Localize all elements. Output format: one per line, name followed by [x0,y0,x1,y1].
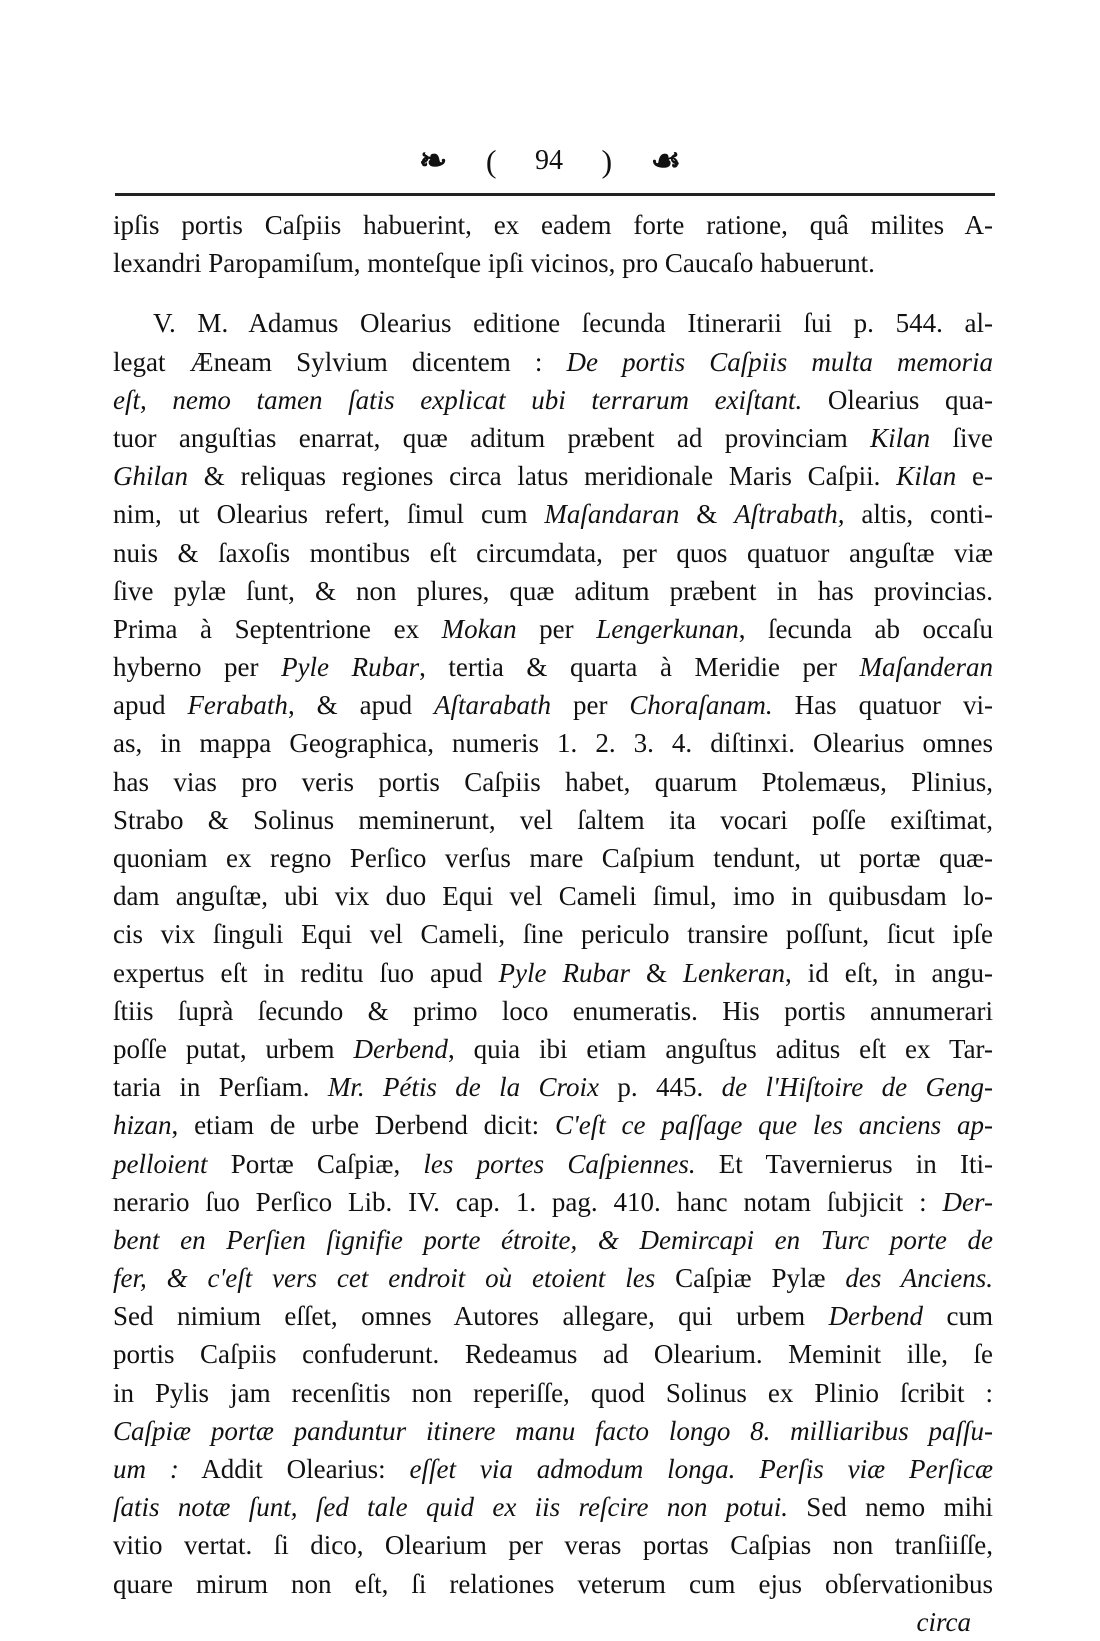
text-run: per [551,690,630,721]
text-line [113,1526,993,1564]
text-run: & [629,957,683,988]
text-run: legat Æneam Sylvium dicentem : [113,346,567,377]
italic-run: pelloient [113,1148,208,1179]
page-number: 94 [535,145,563,177]
text-run: quare mirum non eſt, ſi relationes veterum cum ejus obſervationibus [113,1568,993,1599]
text-run: Has quatuor vi- [772,690,993,721]
text-line [113,915,993,953]
italic-run: Derbend [353,1033,448,1064]
text-line [113,763,993,801]
text-run: portis Caſpiis confuderunt. Redeamus ad Olearium. Meminit ille, ſe [113,1339,993,1370]
text-run: & [679,499,735,530]
italic-run: Lengerkunan [596,613,739,644]
text-run: V. M. Adamus Olearius editione ſecunda Itinerarii ſui p. 544. al- [153,308,993,339]
text-run: vitio vertat. ſi dico, Olearium per veras portas Caſpias non tranſiiſſe, [113,1530,993,1561]
italic-run: Maſanderan [859,652,994,683]
text-run: per [516,613,597,644]
italic-run: Mr. Pétis de la Croix [327,1072,600,1103]
text-line [113,1259,993,1297]
text-run: Portæ Caſpiæ, [207,1148,424,1179]
header-rule [115,193,995,196]
text-line [113,495,993,533]
text-line [113,572,993,610]
text-run: hyberno per [113,652,282,683]
text-run: apud [113,690,188,721]
text-line [113,1106,993,1144]
text-run: Caſpiæ Pylæ [655,1263,846,1294]
text-run: , id eſt, in angu- [784,957,993,988]
paragraph-gap [113,282,993,304]
italic-run: Kilan [870,422,931,453]
text-run: has vias pro veris portis Caſpiis habet, quarum Ptolemæus, Plinius, [113,766,993,797]
text-run: Olearius qua- [802,384,993,415]
text-line [113,1068,993,1106]
text-line [113,534,993,572]
text-line [113,1335,993,1373]
text-line [113,1412,993,1450]
italic-run: um : [113,1454,179,1484]
text-run: ipſis portis Caſpiis habuerint, ex eadem forte ratione, quâ milites A- [113,210,993,240]
text-run: expertus eſt in reditu ſuo apud [113,957,499,988]
text-run: taria in Perſiam. [113,1072,328,1103]
left-ornament-icon: ❧ [418,143,448,181]
text-run: , etiam de urbe Derbend dicit: [171,1110,555,1141]
text-line [113,686,993,724]
italic-run: Derbend [828,1301,924,1332]
text-line [113,206,993,244]
text-line [113,610,993,648]
italic-run: bent en Perſien ſignifie porte étroite, & Demircapi en Turc porte de [113,1224,993,1255]
italic-run: eſt, nemo tamen ſatis explicat ubi terrarum exiſtant. [113,384,803,415]
italic-run: des Anciens. [845,1263,994,1294]
italic-run: hizan [113,1110,172,1141]
italic-run: Ghilan [113,461,189,492]
text-line [113,1183,993,1221]
running-header [0,140,1100,190]
italic-run: Pyle Rubar [281,652,420,683]
text-line [113,457,993,495]
paren-close: ) [601,142,613,179]
text-run: p. 445. [599,1072,722,1103]
text-line [113,304,993,342]
text-line [113,1297,993,1335]
text-line [113,343,993,381]
italic-run: De portis Caſpiis multa memoria [566,346,993,377]
italic-run: Der- [942,1186,993,1217]
italic-run: les portes Caſpiennes. [423,1148,696,1179]
italic-run: Caſpiæ portæ panduntur itinere manu facto longo 8. milliaribus paſſu- [113,1415,993,1446]
text-run: cum [923,1301,993,1332]
text-run: nuis & ſaxoſis montibus eſt circumdata, per quos quatuor anguſtæ viæ [113,537,993,568]
text-run: lexandri Paropamiſum, monteſque ipſi vicinos, pro Caucaſo habuerunt. [113,248,875,279]
text-run: dam anguſtæ, ubi vix duo Equi vel Cameli ſimul, imo in quibusdam lo- [113,881,993,912]
text-line [113,1374,993,1412]
text-line [113,839,993,877]
text-run: Et Tavernierus in Iti- [695,1148,994,1179]
italic-run: Maſandaran [544,499,680,530]
text-line [113,244,993,282]
body-text [113,206,993,1641]
paren-open: ( [485,142,497,179]
text-run: e- [956,461,993,492]
text-line [113,1450,993,1488]
text-run: , ſecunda ab occaſu [738,613,993,644]
italic-run: Lenkeran [683,957,785,988]
italic-run: ſatis notæ ſunt, ſed tale quid ex iis reſcire non potui. [113,1492,788,1523]
text-line [113,1145,993,1183]
text-run: , tertia & quarta à Meridie per [419,652,860,683]
text-run: cis vix ſinguli Equi vel Cameli, ſine periculo transire poſſunt, ſicut ipſe [113,919,993,950]
italic-run: de l'Hiſtoire de Geng- [721,1072,993,1103]
text-run: Prima à Septentrione ex [113,613,442,644]
text-run: Sed nemo mihi [787,1492,993,1523]
text-run: Strabo & Solinus meminerunt, vel ſaltem ita vocari poſſe exiſtimat, [113,804,993,835]
italic-run: Choraſanam. [629,690,773,721]
text-run: tuor anguſtias enarrat, quæ aditum præbent ad provinciam [113,422,871,453]
text-run: , quia ibi etiam anguſtus aditus eſt ex Tar- [447,1033,993,1064]
text-line [113,1221,993,1259]
text-line [113,801,993,839]
text-run: altis, conti- [844,499,993,530]
text-line [113,877,993,915]
italic-run: Aſtrabath, [734,499,845,530]
text-run: quoniam ex regno Perſico verſus mare Caſpium tendunt, ut portæ quæ- [113,843,993,873]
text-run: ſive pylæ ſunt, & non plures, quæ aditum præbent in has provincias. [113,575,993,606]
text-line [113,1565,993,1603]
italic-run: Ferabath [187,690,288,721]
text-run: Sed nimium eſſet, omnes Autores allegare, qui urbem [113,1301,829,1332]
italic-run: eſſet via admodum longa. Perſis viæ Perſicæ [409,1454,993,1484]
text-line [113,954,993,992]
italic-run: Pyle Rubar [498,957,630,988]
text-run: nim, ut Olearius refert, ſimul cum [113,499,545,530]
italic-run: C'eſt ce paſſage que les anciens ap- [554,1110,993,1141]
text-line [113,1488,993,1526]
text-run: Addit Olearius: [178,1454,410,1484]
text-line [113,992,993,1030]
text-run: ſtiis ſuprà ſecundo & primo loco enumeratis. His portis annumerari [113,995,993,1026]
italic-run: Aſtarabath [434,690,552,721]
italic-run: Mokan [441,613,517,644]
text-run: in Pylis jam recenſitis non reperiſſe, quod Solinus ex Plinio ſcribit : [113,1377,993,1408]
text-line [113,1030,993,1068]
text-line [113,724,993,762]
text-run: , & apud [287,690,435,721]
catchword: circa [916,1606,971,1637]
text-line [113,419,993,457]
text-run: & reliquas regiones circa latus meridionale Maris Caſpii. [188,461,897,492]
text-line [113,648,993,686]
italic-run: Kilan [896,461,957,492]
text-run: as, in mappa Geographica, numeris 1. 2. 3. 4. diſtinxi. Olearius omnes [113,728,993,759]
text-run: nerario ſuo Perſico Lib. IV. cap. 1. pag. 410. hanc notam ſubjicit : [113,1186,943,1217]
text-run: poſſe putat, urbem [113,1033,354,1064]
right-ornament-icon: ☙ [650,143,682,181]
text-run: ſive [930,422,993,453]
italic-run: fer, & c'eſt vers cet endroit où etoient les [113,1263,656,1294]
text-line [113,381,993,419]
